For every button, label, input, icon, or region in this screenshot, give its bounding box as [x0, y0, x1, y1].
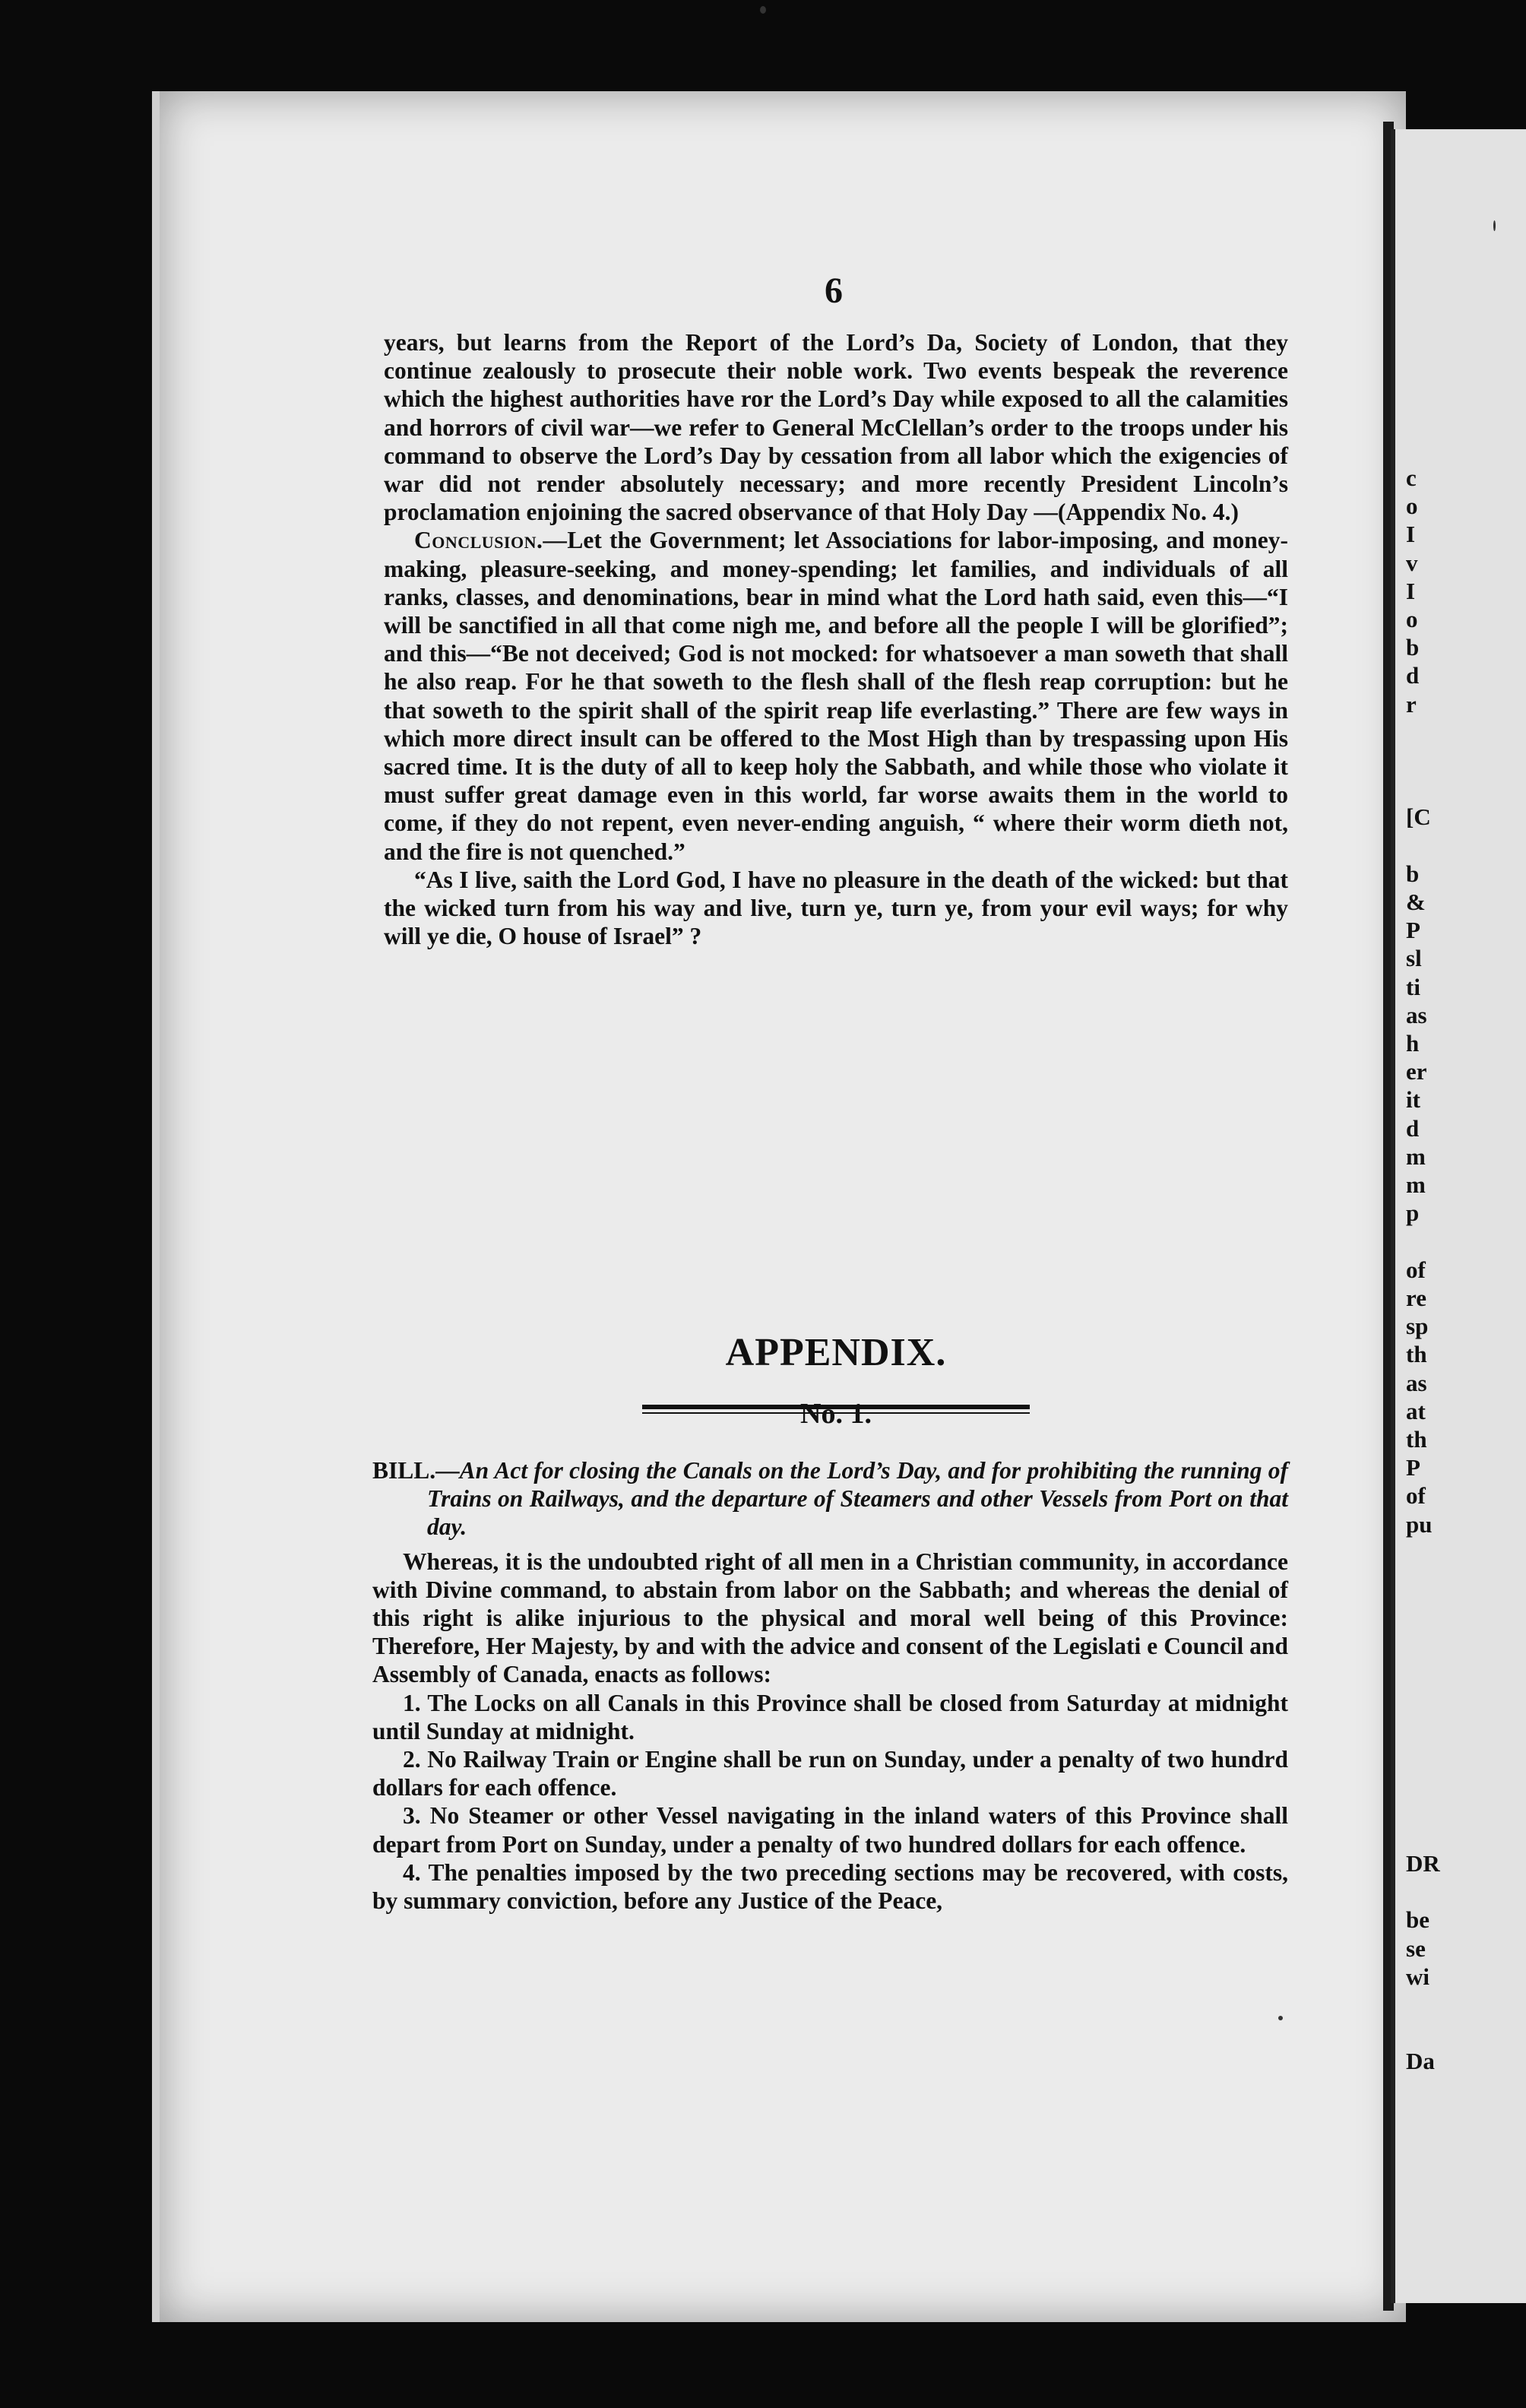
body-text [384, 328, 1288, 950]
scan-speck [760, 6, 766, 14]
bill-text [372, 1456, 1288, 1915]
conclusion-text: Let the Government; let Associations for labor-imposing, and money-making, pleasure-seeking, and money-spending; let families, and individuals of all ranks, classes, and denominations, bear in mind what the Lord hath said, even this—“I will be sanctified in all that come nigh me, and before all the people I will be glorified”; and this—“Be not deceived; God is not mocked: for whatsoever a man soweth that shall he also reap. For he that soweth to the flesh shall of the flesh reap corruption: but he that soweth to the spirit shall of the spirit reap life everlasting.” There are few ways in which more direct insult can be offered to the Most High than by trespassing upon His sacred time. It is the duty of all to keep holy the Sabbath, and while those who violate it must suffer great damage even in this world, far worse awaits them in the world to come, if they do not repent, even never-ending anguish, “ where their worm dieth not, and the fire is not quenched.” [384, 527, 1288, 865]
paragraph-continuation: years, but learns from the Report of the Lord’s Da, Society of London, that they continue zealously to prosecute their noble work. Two events bespeak the reverence which the highest authorities have ror the Lord’s Day while exposed to all the calamities and horrors of civil war—we refer to General McClellan’s order to the troops under his command to observe the Lord’s Day by cessation from all labor which the exigencies of war did not render absolutely necessary; and more recently President Lincoln’s proclamation enjoining the sacred observance of that Holy Day —(Appendix No. 4.) [384, 329, 1288, 526]
bill-title: An Act for closing the Canals on the Lord’s Day, and for prohibiting the running of Trains on Railways, and the departure of Steamers and other Vessels from Port on that day. [427, 1457, 1288, 1541]
facing-page-text-fragments: c o I v I o b d r [C b & P sl ti as h er it d m m p of re sp th as at th P of pu DR be se wi Da [1406, 464, 1440, 2075]
bill-label: BILL.— [372, 1457, 460, 1484]
appendix-number: No. 1. [800, 1398, 872, 1430]
bill-section-2: 2. No Railway Train or Engine shall be run on Sunday, under a penalty of two hundrd dollars for each offence. [372, 1746, 1288, 1801]
bill-section-1: 1. The Locks on all Canals in this Province shall be closed from Saturday at midnight until Sunday at midnight. [372, 1689, 1288, 1744]
bill-section-3: 3. No Steamer or other Vessel navigating in the inland waters of this Province shall depart from Port on Sunday, under a penalty of two hundred dollars for each offence. [372, 1802, 1288, 1858]
scan-speck [1493, 220, 1496, 231]
bill-section-4: 4. The penalties imposed by the two preceding sections may be recovered, with costs, by summary conviction, before any Justice of the Peace, [372, 1858, 1288, 1915]
conclusion-label: Conclusion.— [414, 527, 568, 554]
scan-speck [1278, 2016, 1283, 2020]
paragraph-quotation: “As I live, saith the Lord God, I have no pleasure in the death of the wicked: but that the wicked turn from his way and live, turn ye, turn ye, from your evil ways; for why will ye die, O house of Israel” ? [384, 866, 1288, 950]
appendix-heading: APPENDIX. [725, 1331, 947, 1374]
paragraph-conclusion [384, 526, 1288, 865]
bill-heading [372, 1456, 1288, 1541]
facing-page-edge [1391, 129, 1526, 2303]
bill-preamble: Whereas, it is the undoubted right of all men in a Christian community, in accordance with Divine command, to abstain from labor on the Sabbath; and whereas the denial of this right is alike injurious to the physical and moral well being of this Province: Therefore, Her Majesty, by and with the advice and consent of the Legislati e Council and Assembly of Canada, enacts as follows: [372, 1548, 1288, 1688]
page-number: 6 [825, 271, 843, 311]
